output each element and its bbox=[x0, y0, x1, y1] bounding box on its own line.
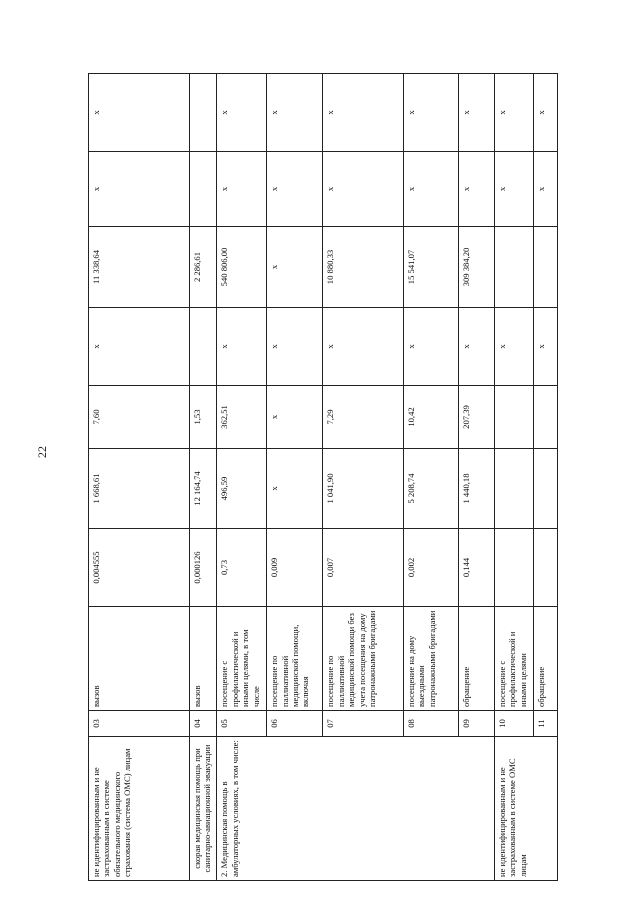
cell-total-budget bbox=[533, 227, 557, 308]
cell-per-capita-oms: х bbox=[89, 308, 190, 386]
cell-norm: 0,73 bbox=[217, 529, 267, 607]
cell-total-oms: х bbox=[217, 152, 267, 227]
row-number-cell: 05 bbox=[217, 711, 267, 737]
cell-per-capita-budget: 1,53 bbox=[189, 386, 217, 449]
cell-pct bbox=[189, 74, 217, 152]
cell-cost: 1 440,18 bbox=[458, 449, 494, 529]
cell-pct: х bbox=[323, 74, 404, 152]
cell-pct: х bbox=[403, 74, 458, 152]
cell-total-budget: 2 286,61 bbox=[189, 227, 217, 308]
cell-pct: х bbox=[494, 74, 533, 152]
norms-table bbox=[88, 23, 558, 881]
cell-total-budget: х bbox=[267, 227, 323, 308]
cell-per-capita-oms: х bbox=[458, 308, 494, 386]
cell-pct: х bbox=[458, 74, 494, 152]
cell-norm: 0,004555 bbox=[89, 529, 190, 607]
table-row bbox=[189, 23, 217, 881]
rotated-table-wrapper bbox=[88, 23, 558, 881]
rotated-table-frame bbox=[88, 23, 558, 881]
table-row bbox=[217, 23, 267, 881]
cell-total-budget: 540 806,00 bbox=[217, 227, 267, 308]
cell-unit: обращение bbox=[533, 607, 557, 711]
cell-cost: 5 208,74 bbox=[403, 449, 458, 529]
page-number: 22 bbox=[35, 446, 49, 458]
cell-total-oms bbox=[189, 152, 217, 227]
cell-unit: вызов bbox=[189, 607, 217, 711]
cell-pct: х bbox=[533, 74, 557, 152]
cell-cost bbox=[533, 449, 557, 529]
group-label-cell: 2. Медицинская помощь в амбулаторных условиях, в том числе: bbox=[217, 737, 495, 881]
cell-unit: обращение bbox=[458, 607, 494, 711]
row-number-cell: 08 bbox=[403, 711, 458, 737]
row-number-cell: 11 bbox=[533, 711, 557, 737]
cell-per-capita-oms: х bbox=[533, 308, 557, 386]
cell-pct: х bbox=[89, 74, 190, 152]
row-number-cell: 07 bbox=[323, 711, 404, 737]
cell-per-capita-budget bbox=[494, 386, 533, 449]
cell-total-oms: х bbox=[267, 152, 323, 227]
cell-total-oms: х bbox=[323, 152, 404, 227]
row-number-cell: 10 bbox=[494, 711, 533, 737]
cell-cost: х bbox=[267, 449, 323, 529]
cell-norm: 0,007 bbox=[323, 529, 404, 607]
row-number-cell: 04 bbox=[189, 711, 217, 737]
cell-per-capita-budget: 7,29 bbox=[323, 386, 404, 449]
cell-norm bbox=[494, 529, 533, 607]
cell-total-budget bbox=[494, 227, 533, 308]
cell-pct: х bbox=[217, 74, 267, 152]
cell-total-oms: х bbox=[458, 152, 494, 227]
cell-cost: 496,59 bbox=[217, 449, 267, 529]
cell-per-capita-budget: 362,51 bbox=[217, 386, 267, 449]
cell-total-budget: 10 880,33 bbox=[323, 227, 404, 308]
cell-total-budget: 15 541,07 bbox=[403, 227, 458, 308]
cell-total-budget: 309 384,20 bbox=[458, 227, 494, 308]
cell-cost bbox=[494, 449, 533, 529]
cell-total-oms: х bbox=[533, 152, 557, 227]
cell-unit: посещение с профилактической и иными целями, в том числе bbox=[217, 607, 267, 711]
cell-total-oms: х bbox=[89, 152, 190, 227]
cell-norm: 0,144 bbox=[458, 529, 494, 607]
cell-per-capita-budget: 7,60 bbox=[89, 386, 190, 449]
cell-unit: посещение по паллиативной медицинской помощи, включая bbox=[267, 607, 323, 711]
cell-per-capita-budget: х bbox=[267, 386, 323, 449]
cell-unit: посещение по паллиативной медицинской помощи без учета посещения на дому патронажными бригадами bbox=[323, 607, 404, 711]
cell-norm: 0,000126 bbox=[189, 529, 217, 607]
group-label-cell: не идентифицированным и не застрахованным в системе ОМС лицам bbox=[494, 737, 557, 881]
row-number-cell: 09 bbox=[458, 711, 494, 737]
table-row bbox=[494, 23, 533, 881]
cell-per-capita-oms: х bbox=[267, 308, 323, 386]
cell-per-capita-budget bbox=[533, 386, 557, 449]
cell-norm: 0,009 bbox=[267, 529, 323, 607]
cell-unit: посещение с профилактической и иными целями bbox=[494, 607, 533, 711]
cell-per-capita-oms bbox=[189, 308, 217, 386]
group-label-cell: скорая медицинская помощь при санитарно-авиационной эвакуации bbox=[189, 737, 217, 881]
cell-pct: х bbox=[267, 74, 323, 152]
cell-per-capita-oms: х bbox=[323, 308, 404, 386]
cell-norm: 0,002 bbox=[403, 529, 458, 607]
cell-total-oms: х bbox=[403, 152, 458, 227]
cell-unit: вызов bbox=[89, 607, 190, 711]
cell-unit: посещение на дому выездными патронажными бригадами bbox=[403, 607, 458, 711]
cell-per-capita-budget: 10,42 bbox=[403, 386, 458, 449]
cell-total-oms: х bbox=[494, 152, 533, 227]
group-label-cell: не идентифицированным и не застрахованным в системе обязательного медицинского страхования (система ОМС) лицам bbox=[89, 737, 190, 881]
cell-per-capita-budget: 207,39 bbox=[458, 386, 494, 449]
cell-cost: 1 668,61 bbox=[89, 449, 190, 529]
table-row bbox=[89, 23, 190, 881]
row-number-cell: 06 bbox=[267, 711, 323, 737]
row-number-cell: 03 bbox=[89, 711, 190, 737]
cell-per-capita-oms: х bbox=[217, 308, 267, 386]
cell-norm bbox=[533, 529, 557, 607]
cell-cost: 1 041,90 bbox=[323, 449, 404, 529]
cell-per-capita-oms: х bbox=[403, 308, 458, 386]
cell-cost: 12 164,74 bbox=[189, 449, 217, 529]
cell-per-capita-oms: х bbox=[494, 308, 533, 386]
cell-total-budget: 11 338,64 bbox=[89, 227, 190, 308]
